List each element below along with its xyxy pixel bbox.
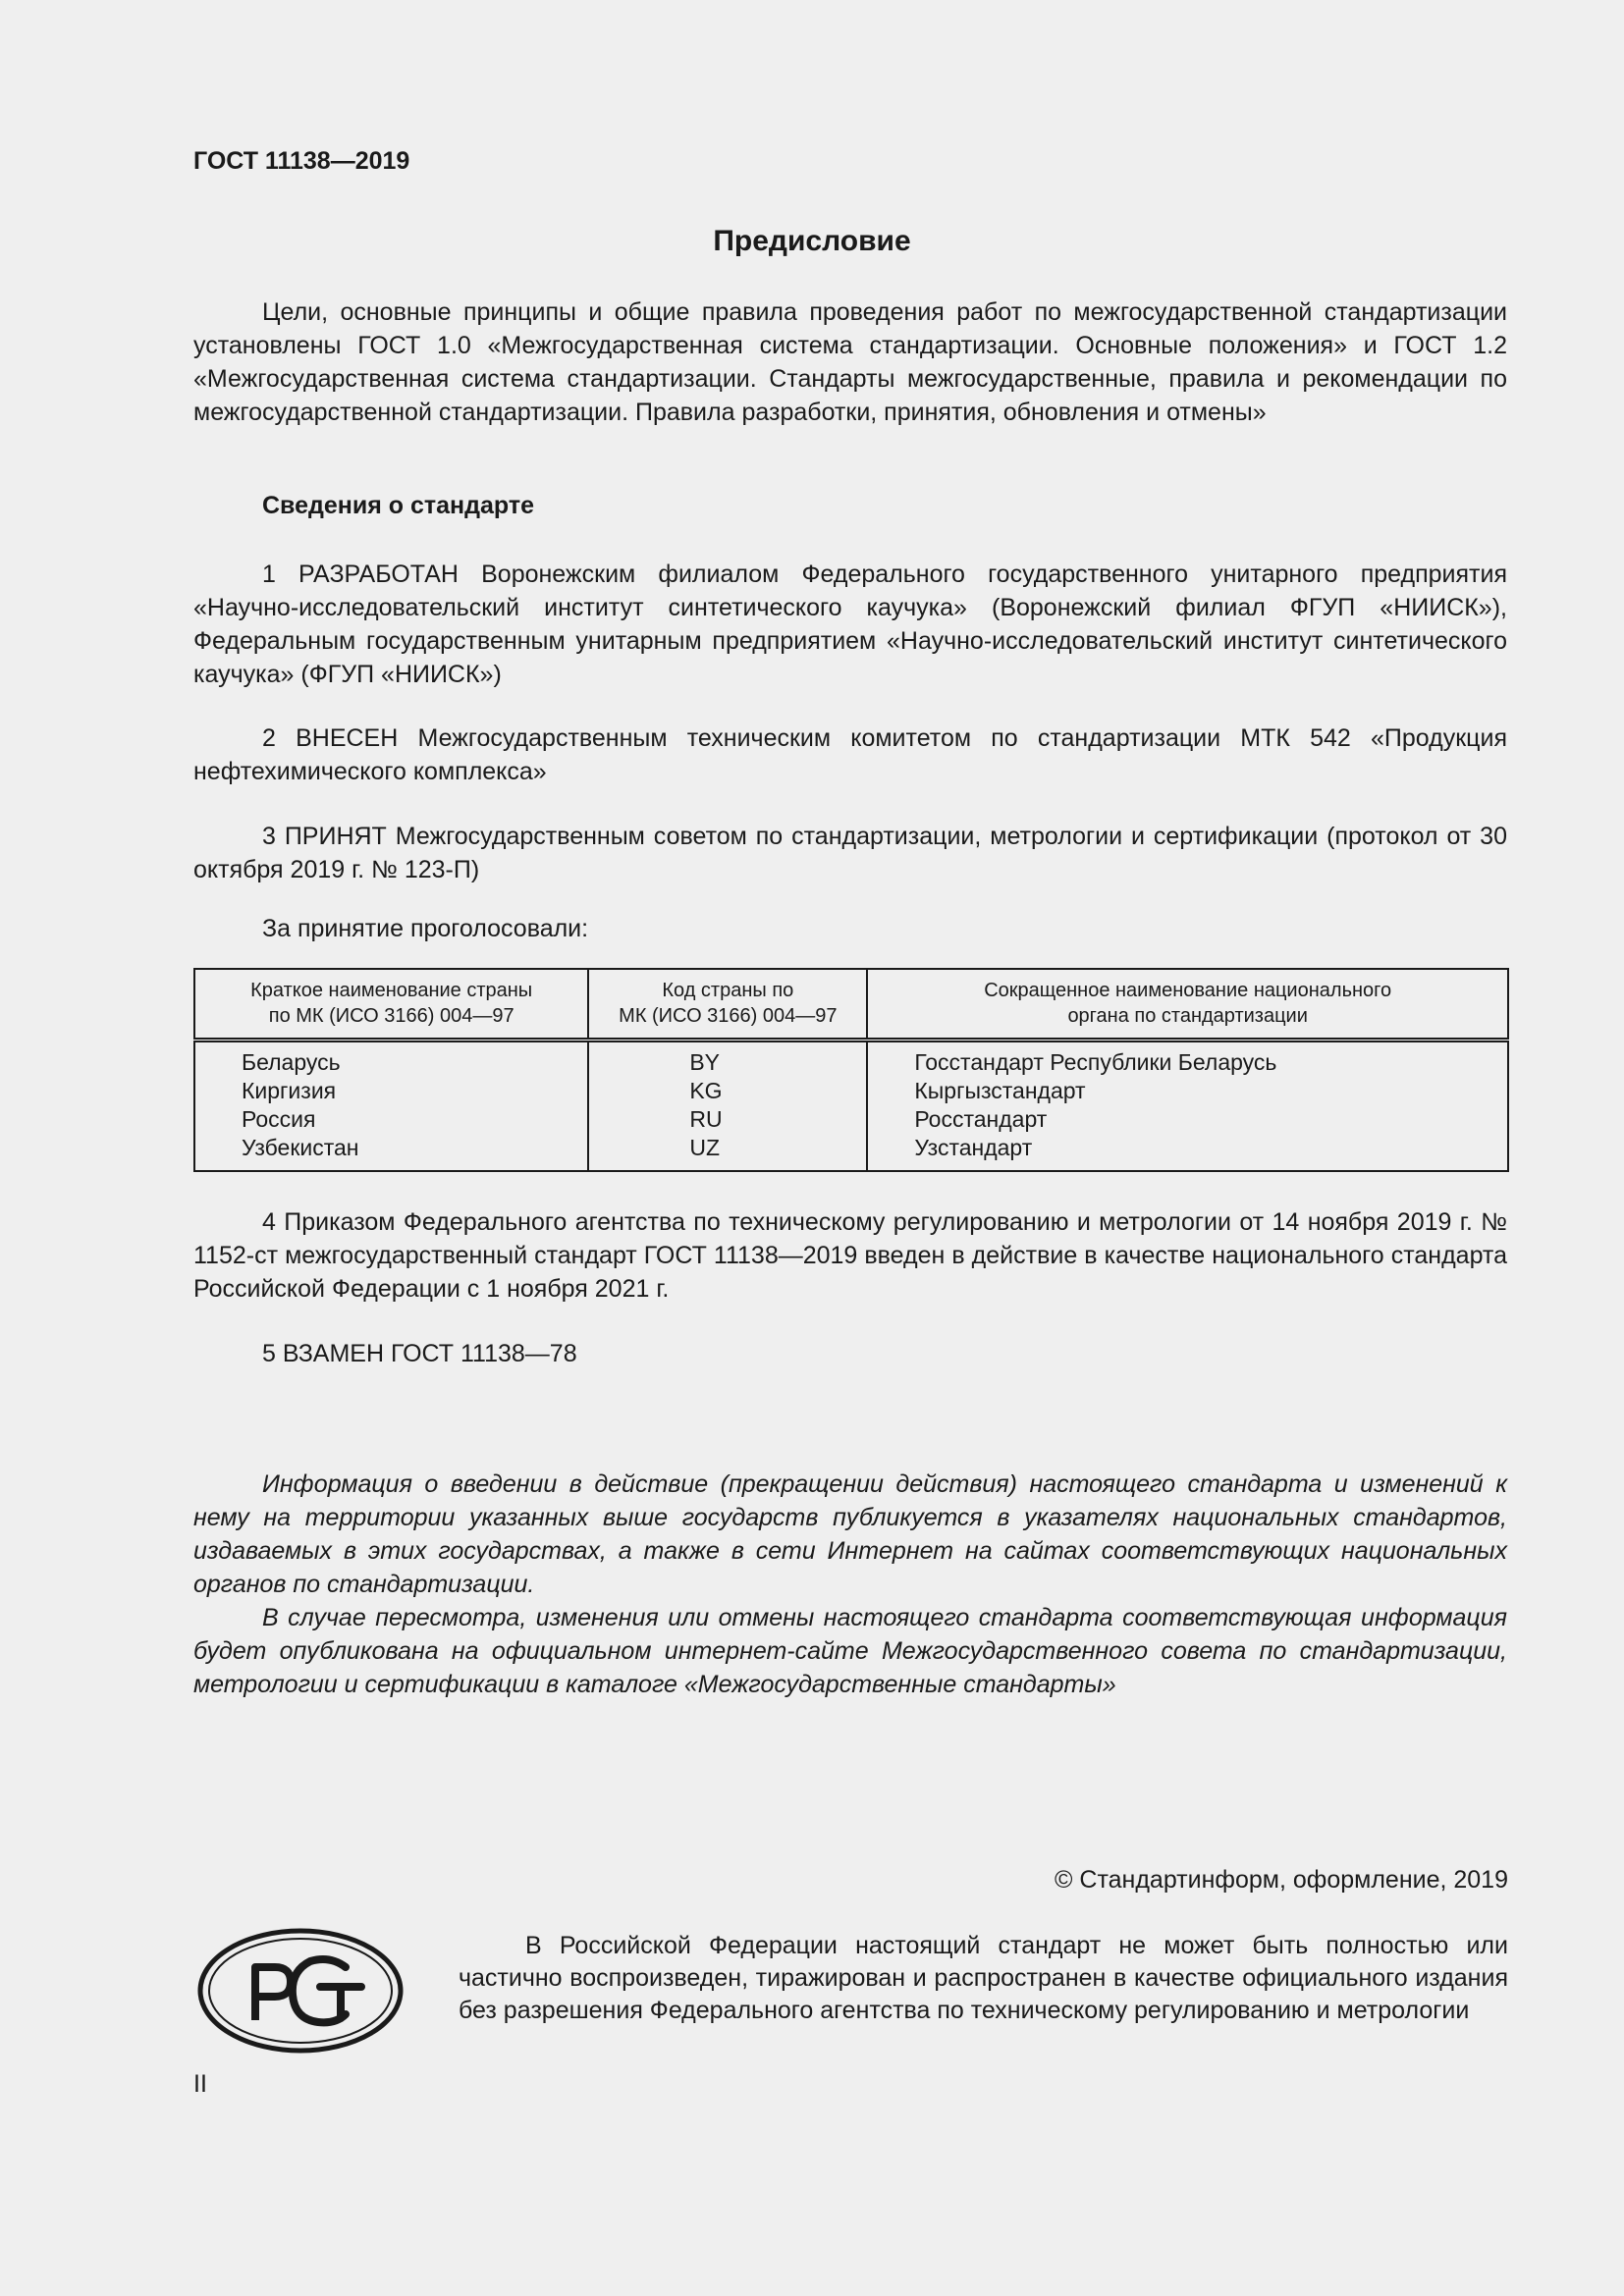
table-cell: Киргизия [242, 1078, 337, 1103]
table-header-body: Сокращенное наименование национального органа по стандартизации [867, 969, 1508, 1041]
table-cell: RU [689, 1106, 723, 1132]
table-cell: Узстандарт [914, 1135, 1033, 1160]
notice-paragraph-2: В случае пересмотра, изменения или отмены настоящего стандарта соответствующая информация будет опубликована на официальном интернет-сайте Межгосударственного совета по стандартизации, метрологии и сертификации в каталоге «Межгосударственные стандарты» [193, 1604, 1507, 1698]
table-cell: Росстандарт [914, 1106, 1048, 1132]
table-cell: KG [689, 1078, 723, 1103]
table-cell: Беларусь [242, 1049, 341, 1075]
table-cell: BY [689, 1049, 721, 1075]
table-body-row [194, 1041, 1508, 1172]
table-header-row [194, 969, 1508, 1041]
table-cell: Узбекистан [242, 1135, 359, 1160]
item-developed: 1 РАЗРАБОТАН Воронежским филиалом Федерального государственного унитарного предприятия «Научно-исследовательский институт синтетического каучука» (Воронежский филиал ФГУП «НИИСК»), Федеральным государственным унитарным предприятием «Научно-исследовательский институт синтетического каучука» (ФГУП «НИИСК») [193, 561, 1507, 688]
table-header-country: Краткое наименование страны по МК (ИСО 3166) 004—97 [194, 969, 588, 1041]
item-replaces: 5 ВЗАМЕН ГОСТ 11138—78 [262, 1340, 577, 1367]
item-enacted: 4 Приказом Федерального агентства по техническому регулированию и метрологии от 14 ноября 2019 г. № 1152-ст межгосударственный стандарт ГОСТ 11138—2019 введен в действие в качестве национального стандарта Российской Федерации с 1 ноября 2021 г. [193, 1208, 1507, 1303]
notice-paragraph-1: Информация о введении в действие (прекращении действия) настоящего стандарта и изменений к нему на территории указанных выше государств публикуется в указателях национальных стандартов, издаваемых в этих государствах, а также в сети Интернет на сайтах соответствующих национальных органов по стандартизации. [193, 1470, 1507, 1598]
table-cell: Кыргызстандарт [914, 1078, 1086, 1103]
table-column-code [588, 1041, 867, 1172]
rights-notice: В Российской Федерации настоящий стандарт не может быть полностью или частично воспроизведен, тиражирован и распространен в качестве официального издания без разрешения Федерального агентства по техническому регулированию и метрологии [459, 1932, 1508, 2024]
item-submitted: 2 ВНЕСЕН Межгосударственным техническим комитетом по стандартизации МТК 542 «Продукция нефтехимического комплекса» [193, 724, 1507, 785]
table-cell: UZ [689, 1135, 720, 1160]
rst-certification-mark-icon [196, 1926, 405, 2056]
table-column-body [867, 1041, 1508, 1172]
page-number: II [193, 2070, 207, 2098]
intro-paragraph: Цели, основные принципы и общие правила проведения работ по межгосударственной стандартизации установлены ГОСТ 1.0 «Межгосударственная система стандартизации. Основные положения» и ГОСТ 1.2 «Межгосударственная система стандартизации. Стандарты межгосударственные, правила и рекомендации по межгосударственной стандартизации. Правила разработки, принятия, обновления и отмены» [193, 298, 1507, 426]
table-header-code: Код страны по МК (ИСО 3166) 004—97 [588, 969, 867, 1041]
info-heading: Сведения о стандарте [262, 492, 535, 519]
voting-table [193, 968, 1509, 1172]
vote-label: За принятие проголосовали: [262, 915, 589, 942]
table-cell: Госстандарт Республики Беларусь [914, 1049, 1277, 1075]
table-cell: Россия [242, 1106, 316, 1132]
page-title: Предисловие [713, 225, 911, 257]
document-code: ГОСТ 11138—2019 [193, 147, 410, 175]
copyright-line: © Стандартинформ, оформление, 2019 [1055, 1866, 1508, 1894]
item-adopted: 3 ПРИНЯТ Межгосударственным советом по стандартизации, метрологии и сертификации (протокол от 30 октября 2019 г. № 123-П) [193, 823, 1507, 883]
table-column-country [194, 1041, 588, 1172]
